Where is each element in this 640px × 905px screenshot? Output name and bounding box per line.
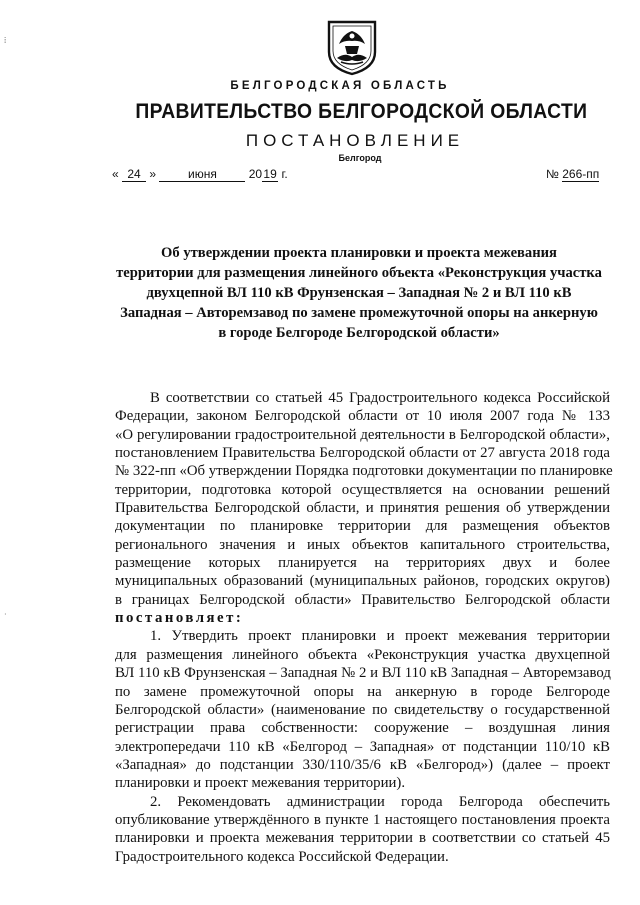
city-name: Белгород bbox=[338, 153, 382, 163]
body-line: регионального значения и иных объектов капитального строительства, bbox=[115, 536, 610, 553]
body-line: постановлением Правительства Белгородской области от 27 августа 2018 года bbox=[115, 445, 610, 462]
body-line: по замене промежуточной опоры на анкерную в городе Белгороде bbox=[115, 683, 610, 700]
body-line: муниципальных образований (муниципальных районов, городских округов) bbox=[115, 573, 610, 590]
coat-of-arms-emblem bbox=[321, 16, 383, 78]
body-line: В соответствии со статьей 45 Градостроительного кодекса Российской bbox=[150, 390, 610, 406]
number-value: 266-пп bbox=[562, 167, 600, 181]
document-type: ПОСТАНОВЛЕНИЕ bbox=[245, 131, 465, 150]
body-line: регистрации права собственности: сооружение – воздушная линия bbox=[115, 720, 610, 737]
body-line: Белгородской области» (наименование по свидетельству о государственной bbox=[115, 701, 610, 718]
body-line: планировки и проекта межевания территории в соответствии со статьей 45 bbox=[115, 830, 610, 847]
body-line: «Западная» до подстанции 330/110/35/6 кВ «Белгород») (далее – проект bbox=[115, 756, 610, 773]
body-line: в границах Белгородской области» Правительство Белгородской области bbox=[115, 591, 610, 608]
title-line: в городе Белгороде Белгородской области» bbox=[218, 325, 500, 341]
government-name: ПРАВИТЕЛЬСТВО БЕЛГОРОДСКОЙ ОБЛАСТИ bbox=[135, 100, 588, 123]
title-line: двухцепной ВЛ 110 кВ Фрунзенская – Западная № 2 и ВЛ 110 кВ bbox=[146, 285, 572, 301]
date-day: 24 bbox=[122, 167, 146, 182]
decree-keyword: постановляет: bbox=[115, 610, 244, 627]
document-body bbox=[115, 389, 613, 866]
date-year-prefix: 20 bbox=[248, 167, 263, 181]
body-line: опубликование утверждённого в пункте 1 настоящего постановления проекта bbox=[115, 811, 610, 828]
body-line: размещение которых планируется на территориях двух и более bbox=[115, 555, 610, 572]
scan-margin-mark: · bbox=[4, 610, 7, 619]
body-line: Правительства Белгородской области, и принятия решения об утверждении bbox=[115, 500, 610, 517]
body-line: документации по планировке территории для размещения объектов bbox=[115, 518, 610, 535]
number-sign: № bbox=[546, 167, 559, 181]
document-number bbox=[546, 167, 599, 181]
body-line: Федерации, законом Белгородской области от 10 июля 2007 года № 133 bbox=[115, 408, 610, 425]
body-line: планировки и проект межевания территории). bbox=[115, 775, 406, 792]
body-line: 1. Утвердить проект планировки и проект межевания территории bbox=[150, 628, 610, 645]
body-line: для размещения линейного объекта «Реконструкция участка двухцепной bbox=[115, 646, 610, 663]
region-name: БЕЛГОРОДСКАЯ ОБЛАСТЬ bbox=[230, 80, 450, 92]
title-line: Западная – Авторемзавод по замене промежуточной опоры на анкерную bbox=[120, 305, 598, 321]
scan-margin-mark: ⁞ bbox=[4, 36, 7, 45]
title-line: Об утверждении проекта планировки и проекта межевания bbox=[161, 245, 557, 261]
body-line: электропередачи 110 кВ «Белгород – Западная» от подстанции 110/10 кВ bbox=[115, 738, 610, 755]
date-month: июня bbox=[159, 167, 245, 182]
date-year-suffix: 19 bbox=[263, 167, 277, 181]
date-open-quote: « bbox=[112, 167, 119, 181]
body-line: 2. Рекомендовать администрации города Белгорода обеспечить bbox=[150, 793, 610, 810]
date-close-quote: » bbox=[149, 167, 157, 181]
body-line: № 322-пп «Об утверждении Порядка подготовки документации по планировке bbox=[115, 463, 613, 480]
date-line bbox=[112, 167, 288, 182]
body-line: ВЛ 110 кВ Фрунзенская – Западная № 2 и ВЛ 110 кВ Западная – Авторемзавод bbox=[115, 665, 611, 682]
body-line: территории, подготовка которой осуществляется на основании решений bbox=[115, 481, 610, 498]
document-title bbox=[100, 243, 618, 343]
body-line: Градостроительного кодекса Российской Федерации. bbox=[115, 848, 449, 865]
date-year-abbr: г. bbox=[281, 167, 288, 181]
title-line: территории для размещения линейного объекта «Реконструкция участка bbox=[116, 265, 602, 281]
body-line: «О регулировании градостроительной деятельности в Белгородской области», bbox=[115, 426, 610, 443]
